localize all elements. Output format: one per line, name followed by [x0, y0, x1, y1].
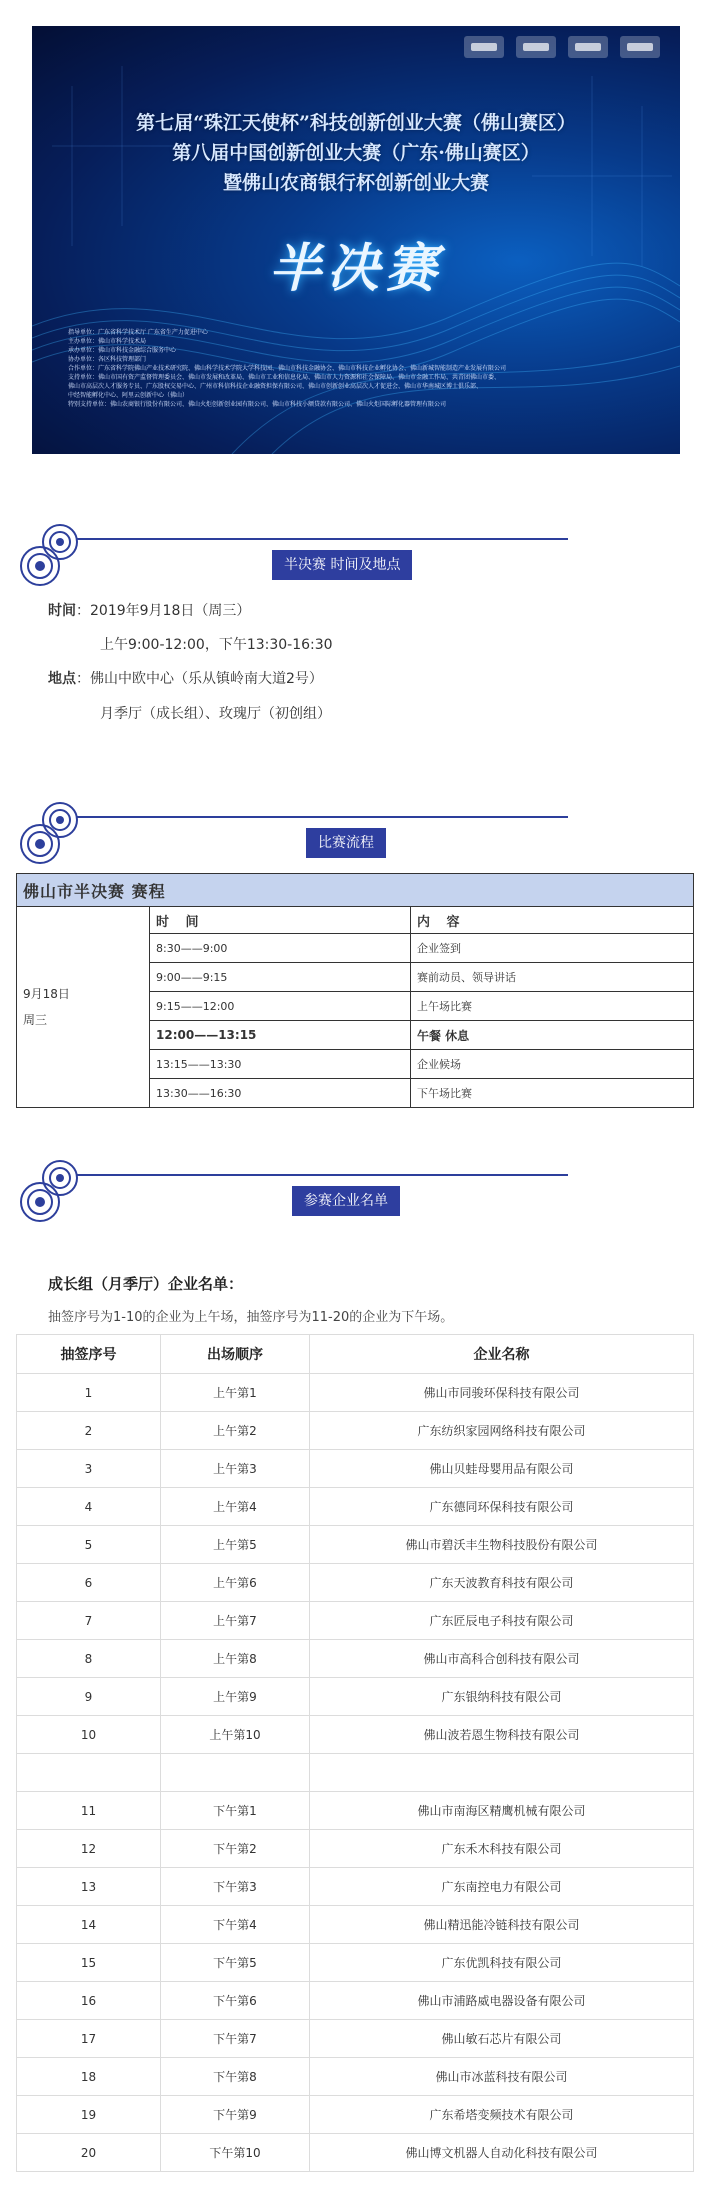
banner-title-line3: 暨佛山农商银行杯创新创业大赛: [222, 172, 489, 194]
table-row: [17, 1526, 694, 1564]
table-row: [17, 2020, 694, 2058]
draw-number: 8: [17, 1640, 161, 1678]
header-draw-number: 抽签序号: [17, 1335, 161, 1374]
enterprise-header-row: [17, 1335, 694, 1374]
order: 上午第3: [161, 1450, 310, 1488]
organizer-line: 佛山市高层次人才服务专员、广东股权交易中心、广州市科信科技企业融资担保有限公司、佛山市创新创业高层次人才促进会、佛山市华南城区博士俱乐部、: [68, 383, 483, 390]
empty-cell: [17, 1754, 161, 1792]
order: 下午第3: [161, 1868, 310, 1906]
company-name: 佛山市同骏环保科技有限公司: [310, 1374, 694, 1412]
schedule-time: 13:30——16:30: [150, 1079, 411, 1108]
organizer-line: 承办单位：佛山市科技金融综合服务中心: [68, 347, 177, 354]
schedule-content: 企业签到: [411, 934, 694, 963]
section-divider: [76, 1174, 568, 1176]
company-name: 佛山市南海区精鹰机械有限公司: [310, 1792, 694, 1830]
table-row: [17, 1640, 694, 1678]
enterprise-table: [16, 1334, 694, 2172]
organizer-list: [68, 328, 668, 409]
company-name: 佛山波若恩生物科技有限公司: [310, 1716, 694, 1754]
enterprise-table-body: [17, 1374, 694, 2172]
section-header-schedule: [16, 798, 696, 868]
sponsor-logo-1: [464, 36, 504, 58]
order: 上午第7: [161, 1602, 310, 1640]
section-header-enterprises: [16, 1156, 696, 1226]
order: 上午第2: [161, 1412, 310, 1450]
schedule-content: 上午场比赛: [411, 992, 694, 1021]
draw-number: 16: [17, 1982, 161, 2020]
schedule-content: 下午场比赛: [411, 1079, 694, 1108]
table-row: [17, 1830, 694, 1868]
company-name: 佛山市冰蓝科技有限公司: [310, 2058, 694, 2096]
table-row: [17, 1944, 694, 1982]
order: 上午第6: [161, 1564, 310, 1602]
company-name: 佛山敏石芯片有限公司: [310, 2020, 694, 2058]
organizer-line: 协办单位：各区科技管理部门: [68, 356, 147, 363]
place-detail: 月季厅（成长组）、玫瑰厅（初创组）: [100, 706, 331, 722]
order: 下午第2: [161, 1830, 310, 1868]
section-divider: [76, 538, 568, 540]
target-circle-icon: [16, 520, 86, 590]
place-label: 地点: [48, 671, 76, 687]
target-circle-icon: [16, 798, 86, 868]
table-row: [17, 2096, 694, 2134]
draw-number: 1: [17, 1374, 161, 1412]
order: 上午第5: [161, 1526, 310, 1564]
company-name: 佛山博文机器人自动化科技有限公司: [310, 2134, 694, 2172]
banner-title-line1: 第七届“珠江天使杯”科技创新创业大赛（佛山赛区）: [136, 112, 576, 134]
schedule-time: 9:15——12:00: [150, 992, 411, 1021]
organizer-line: 主办单位：佛山市科学技术局: [68, 338, 147, 345]
event-banner: [32, 26, 680, 454]
table-row: [17, 1412, 694, 1450]
order: 上午第4: [161, 1488, 310, 1526]
draw-number: 12: [17, 1830, 161, 1868]
company-name: 佛山市碧沃丰生物科技股份有限公司: [310, 1526, 694, 1564]
group-title: 成长组（月季厅）企业名单：: [48, 1275, 244, 1293]
company-name: 佛山贝蛙母婴用品有限公司: [310, 1450, 694, 1488]
company-name: 广东银纳科技有限公司: [310, 1678, 694, 1716]
order: 下午第8: [161, 2058, 310, 2096]
company-name: 佛山市高科合创科技有限公司: [310, 1640, 694, 1678]
empty-cell: [310, 1754, 694, 1792]
schedule-date-cell: [17, 907, 150, 1108]
organizer-line: 指导单位：广东省科学技术厅 广东省生产力促进中心: [68, 329, 208, 336]
order: 下午第1: [161, 1792, 310, 1830]
order: 下午第9: [161, 2096, 310, 2134]
draw-number: 2: [17, 1412, 161, 1450]
table-row: [17, 1792, 694, 1830]
table-row: [17, 1906, 694, 1944]
company-name: 广东纺织家园网络科技有限公司: [310, 1412, 694, 1450]
banner-title-line2: 第八届中国创新创业大赛（广东·佛山赛区）: [172, 142, 540, 164]
schedule-date: 9月18日: [23, 987, 70, 1001]
header-order: 出场顺序: [161, 1335, 310, 1374]
company-name: 广东德同环保科技有限公司: [310, 1488, 694, 1526]
company-name: 广东希塔变频技术有限公司: [310, 2096, 694, 2134]
group-note: 抽签序号为1-10的企业为上午场，抽签序号为11-20的企业为下午场。: [48, 1310, 454, 1325]
draw-number: 17: [17, 2020, 161, 2058]
order: 下午第5: [161, 1944, 310, 1982]
draw-number: 3: [17, 1450, 161, 1488]
schedule-header-row: [17, 907, 694, 934]
schedule-time: 9:00——9:15: [150, 963, 411, 992]
draw-number: 19: [17, 2096, 161, 2134]
table-row: [17, 1678, 694, 1716]
header-company: 企业名称: [310, 1335, 694, 1374]
schedule-time: 12:00——13:15: [150, 1021, 411, 1050]
draw-number: 5: [17, 1526, 161, 1564]
empty-cell: [161, 1754, 310, 1792]
time-label: 时间: [48, 603, 76, 619]
table-row: [17, 1716, 694, 1754]
organizer-line: 支持单位：佛山市国有资产监督管理委员会、佛山市发展和改革局、佛山市工业和信息化局、佛山市人力资源和社会保障局、佛山市金融工作局、共青团佛山市委、: [68, 374, 501, 381]
order: 上午第10: [161, 1716, 310, 1754]
draw-number: 11: [17, 1792, 161, 1830]
sponsor-logo-4: [620, 36, 660, 58]
place-line: [48, 668, 323, 688]
sponsor-logo-2: [516, 36, 556, 58]
sponsor-logos: [464, 36, 660, 58]
company-name: 佛山市浦路威电器设备有限公司: [310, 1982, 694, 2020]
schedule-table: [16, 873, 694, 1108]
draw-number: 20: [17, 2134, 161, 2172]
table-row: [17, 2134, 694, 2172]
schedule-title-row: [17, 874, 694, 907]
draw-number: 9: [17, 1678, 161, 1716]
draw-number: 4: [17, 1488, 161, 1526]
order: 上午第1: [161, 1374, 310, 1412]
schedule-title: 佛山市半决赛 赛程: [17, 874, 694, 907]
table-row: [17, 1564, 694, 1602]
table-row: [17, 1450, 694, 1488]
target-circle-icon: [16, 1156, 86, 1226]
time-detail: 上午9:00-12:00，下午13:30-16:30: [100, 637, 333, 653]
organizer-line: 特别支持单位：佛山农商银行股份有限公司、佛山火炬创新创业园有限公司、佛山市科技小额贷款有限公司、佛山火炬国际孵化器管理有限公司: [68, 401, 447, 408]
company-name: 广东南控电力有限公司: [310, 1868, 694, 1906]
order: 上午第9: [161, 1678, 310, 1716]
company-name: 广东优凯科技有限公司: [310, 1944, 694, 1982]
section-header-time-place: [16, 520, 696, 590]
company-name: 广东禾木科技有限公司: [310, 1830, 694, 1868]
place-value: ：佛山中欧中心（乐从镇岭南大道2号）: [76, 671, 323, 687]
organizer-line: 合作单位：广东省科学院佛山产业技术研究院、佛山科学技术学院大学科技园、佛山市科技金融协会、佛山市科技企业孵化协会、佛山新城智能制造产业发展有限公司: [68, 365, 507, 372]
order: 下午第7: [161, 2020, 310, 2058]
draw-number: 7: [17, 1602, 161, 1640]
time-value: ：2019年9月18日（周三）: [76, 603, 251, 619]
table-row: [17, 2058, 694, 2096]
table-row: [17, 1868, 694, 1906]
draw-number: 13: [17, 1868, 161, 1906]
time-line: [48, 600, 250, 620]
order: 下午第6: [161, 1982, 310, 2020]
order: 下午第10: [161, 2134, 310, 2172]
schedule-time: 8:30——9:00: [150, 934, 411, 963]
sponsor-logo-3: [568, 36, 608, 58]
organizer-line: 中经智能孵化中心、阿里云创新中心（佛山）: [68, 392, 189, 399]
schedule-content: 企业候场: [411, 1050, 694, 1079]
schedule-col-time: 时 间: [150, 907, 411, 934]
table-row: [17, 1374, 694, 1412]
schedule-content: 赛前动员、领导讲话: [411, 963, 694, 992]
draw-number: 15: [17, 1944, 161, 1982]
company-name: 广东天波教育科技有限公司: [310, 1564, 694, 1602]
section-title: 比赛流程: [306, 828, 386, 858]
schedule-time: 13:15——13:30: [150, 1050, 411, 1079]
section-divider: [76, 816, 568, 818]
schedule-content: 午餐 休息: [411, 1021, 694, 1050]
table-row: [17, 1982, 694, 2020]
section-title: 半决赛 时间及地点: [272, 550, 412, 580]
schedule-col-content: 内 容: [411, 907, 694, 934]
order: 上午第8: [161, 1640, 310, 1678]
company-name: 广东匠辰电子科技有限公司: [310, 1602, 694, 1640]
table-row: [17, 1488, 694, 1526]
table-row: [17, 1602, 694, 1640]
draw-number: 14: [17, 1906, 161, 1944]
separator-row: [17, 1754, 694, 1792]
company-name: 佛山精迅能冷链科技有限公司: [310, 1906, 694, 1944]
draw-number: 18: [17, 2058, 161, 2096]
schedule-weekday: 周三: [23, 1013, 48, 1027]
draw-number: 6: [17, 1564, 161, 1602]
section-title: 参赛企业名单: [292, 1186, 400, 1216]
draw-number: 10: [17, 1716, 161, 1754]
order: 下午第4: [161, 1906, 310, 1944]
banner-main-title: 半决赛: [268, 238, 443, 299]
